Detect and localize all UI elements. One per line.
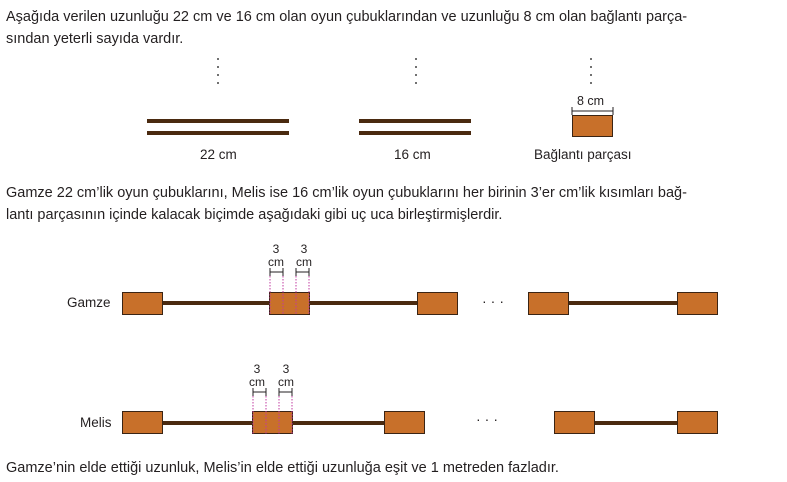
melis-overlap-left-unit: cm [249,375,265,389]
conclusion-text: Gamze’nin elde ettiği uzunluk, Melis’in elde ettiği uzunluğa eşit ve 1 metreden fazladır. [6,460,559,476]
description-line-2: lantı parçasının içinde kalacak biçimde aşağıdaki gibi uç uca birleştirmişlerdir. [6,207,503,223]
intro-line-1: Aşağıda verilen uzunluğu 22 cm ve 16 cm olan oyun çubuklarından ve uzunluğu 8 cm olan bağlantı parça- [6,9,688,25]
gamze-ellipsis: ··· [482,293,508,309]
melis-overlap-right-value: 3 [282,362,290,376]
gamze-overlap-right-unit: cm [296,255,312,269]
melis-label: Melis [80,415,112,430]
gamze-overlap-right-value: 3 [300,242,308,256]
gamze-overlap-left-unit: cm [268,255,284,269]
rod-16-label: 16 cm [394,147,431,162]
rod-22-label: 22 cm [200,147,237,162]
gamze-label: Gamze [67,295,111,310]
melis-ellipsis: ··· [476,411,502,427]
gamze-overlap-left-value: 3 [272,242,280,256]
melis-overlap-left-value: 3 [253,362,261,376]
connector-label: Bağlantı parçası [534,147,632,162]
melis-overlap-right-unit: cm [278,375,294,389]
description-line-1: Gamze 22 cm’lik oyun çubuklarını, Melis ise 16 cm’lik oyun çubuklarını her birinin 3’er cm’lik kısımları bağ- [6,185,687,201]
connector-size-label: 8 cm [577,94,605,108]
intro-line-2: sından yeterli sayıda vardır. [6,31,184,47]
